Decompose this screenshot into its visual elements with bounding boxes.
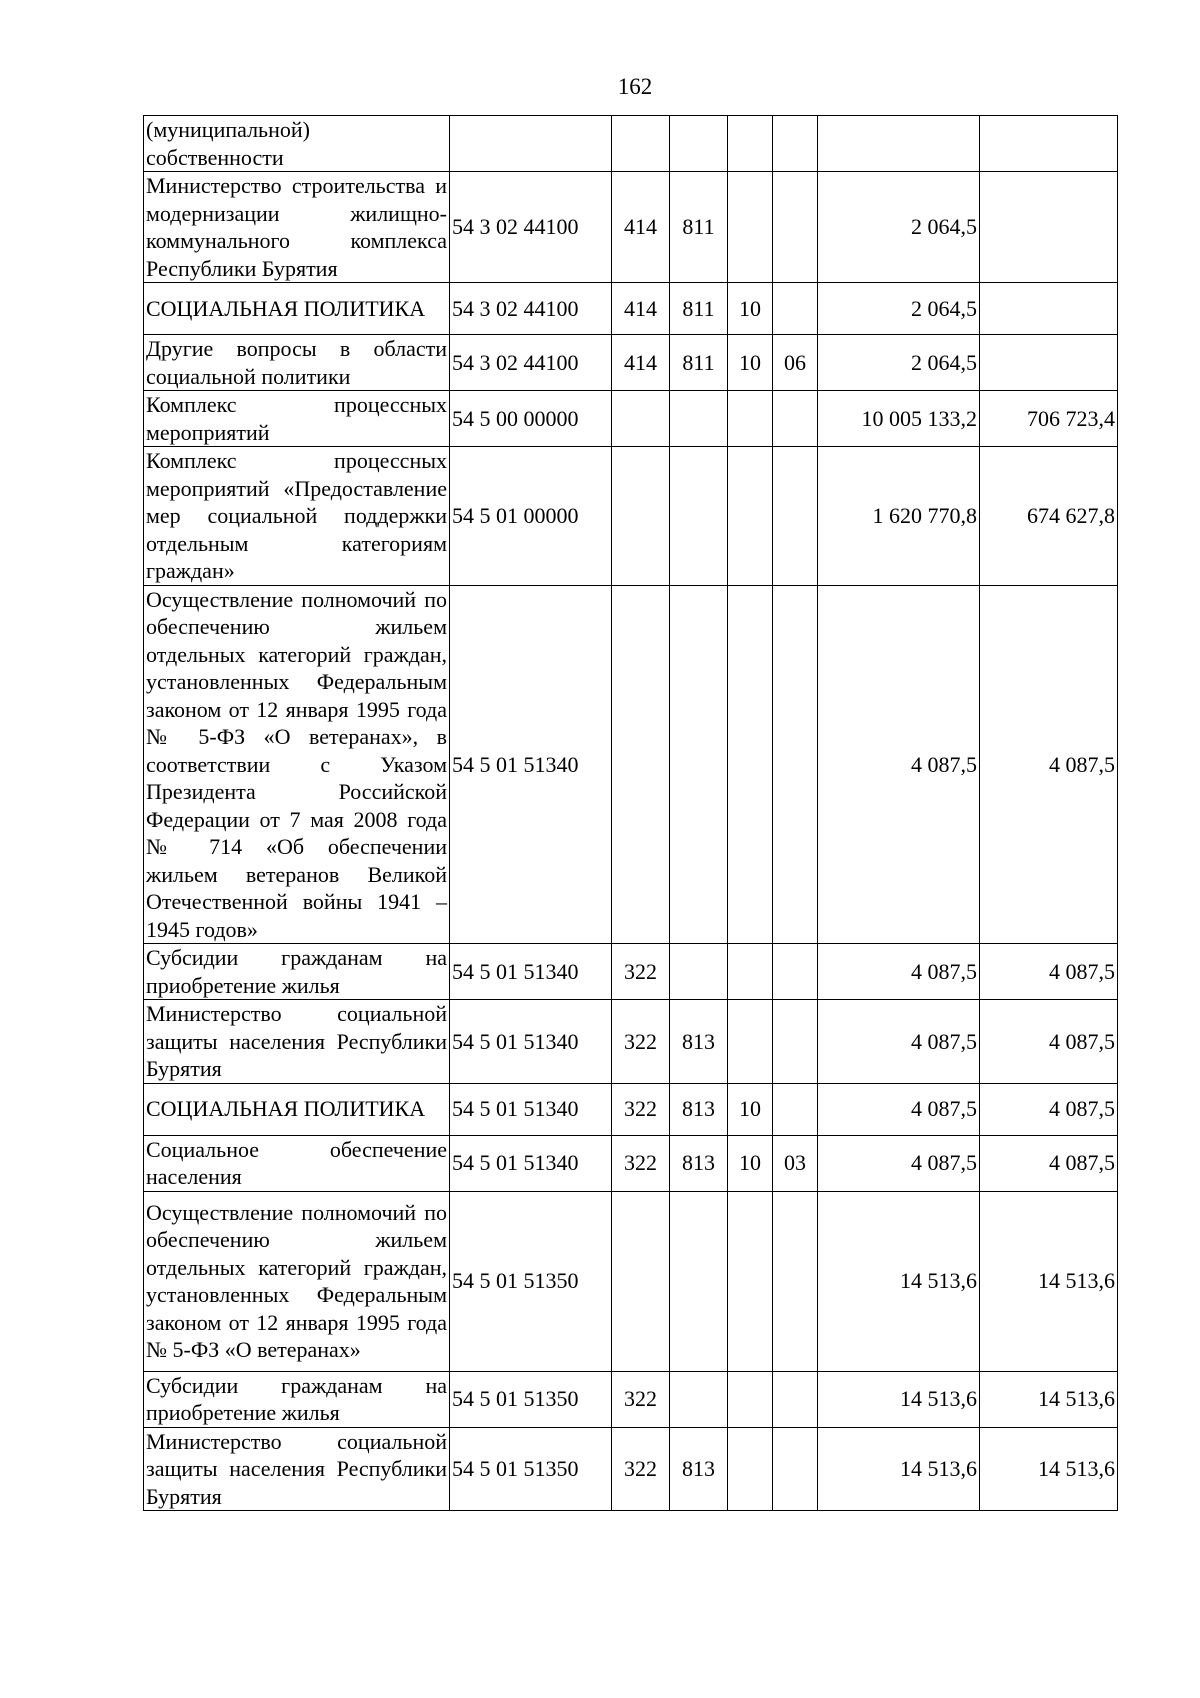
row-name-cell: СОЦИАЛЬНАЯ ПОЛИТИКА — [144, 1083, 450, 1135]
subsection-cell — [773, 116, 818, 172]
section-cell — [728, 1371, 773, 1427]
expense-type-cell — [612, 391, 670, 447]
subsection-cell — [773, 585, 818, 944]
row-name-cell: Комплекс процессных мероприятий — [144, 391, 450, 447]
total-sum-cell: 10 005 133,2 — [818, 391, 980, 447]
section-cell — [728, 944, 773, 1000]
row-name-cell: Социальное обеспечение населения — [144, 1135, 450, 1191]
table-row — [144, 172, 1118, 283]
federal-sum-cell — [980, 335, 1118, 391]
expense-type-cell — [612, 447, 670, 586]
federal-sum-cell: 4 087,5 — [980, 585, 1118, 944]
section-cell: 10 — [728, 1135, 773, 1191]
ministry-code-cell — [670, 391, 728, 447]
row-name-cell: Министерство социальной защиты населения Республики Бурятия — [144, 1000, 450, 1084]
federal-sum-cell: 4 087,5 — [980, 1000, 1118, 1084]
row-name-cell: (муниципальной) собственности — [144, 116, 450, 172]
expense-type-cell — [612, 585, 670, 944]
federal-sum-cell: 4 087,5 — [980, 944, 1118, 1000]
target-code-cell — [450, 116, 612, 172]
subsection-cell — [773, 1427, 818, 1511]
total-sum-cell: 2 064,5 — [818, 283, 980, 335]
row-name-cell: Осуществление полномочий по обеспечению жильем отдельных категорий граждан, установленных Федеральным законом от 12 января 1995 года № 5-ФЗ «О ветеранах» — [144, 1191, 450, 1371]
target-code-cell: 54 5 01 51340 — [450, 944, 612, 1000]
ministry-code-cell — [670, 944, 728, 1000]
federal-sum-cell — [980, 172, 1118, 283]
total-sum-cell: 2 064,5 — [818, 172, 980, 283]
row-name-cell: Другие вопросы в области социальной политики — [144, 335, 450, 391]
federal-sum-cell — [980, 116, 1118, 172]
table-row — [144, 1000, 1118, 1084]
table-row — [144, 1427, 1118, 1511]
federal-sum-cell: 14 513,6 — [980, 1191, 1118, 1371]
subsection-cell: 03 — [773, 1135, 818, 1191]
total-sum-cell: 14 513,6 — [818, 1371, 980, 1427]
subsection-cell — [773, 172, 818, 283]
subsection-cell — [773, 447, 818, 586]
expense-type-cell — [612, 1191, 670, 1371]
total-sum-cell: 4 087,5 — [818, 1000, 980, 1084]
page-number: 162 — [617, 74, 653, 99]
table-row — [144, 1083, 1118, 1135]
federal-sum-cell: 4 087,5 — [980, 1135, 1118, 1191]
ministry-code-cell — [670, 1191, 728, 1371]
row-name-cell: Субсидии гражданам на приобретение жилья — [144, 1371, 450, 1427]
total-sum-cell: 14 513,6 — [818, 1427, 980, 1511]
ministry-code-cell — [670, 447, 728, 586]
ministry-code-cell: 811 — [670, 172, 728, 283]
section-cell — [728, 585, 773, 944]
table-row — [144, 391, 1118, 447]
ministry-code-cell: 813 — [670, 1000, 728, 1084]
target-code-cell: 54 5 01 51340 — [450, 1135, 612, 1191]
target-code-cell: 54 3 02 44100 — [450, 283, 612, 335]
section-cell — [728, 391, 773, 447]
section-cell — [728, 116, 773, 172]
total-sum-cell: 14 513,6 — [818, 1191, 980, 1371]
table-row — [144, 116, 1118, 172]
target-code-cell: 54 5 01 00000 — [450, 447, 612, 586]
expense-type-cell: 322 — [612, 1371, 670, 1427]
target-code-cell: 54 3 02 44100 — [450, 335, 612, 391]
target-code-cell: 54 5 01 51350 — [450, 1191, 612, 1371]
ministry-code-cell: 811 — [670, 283, 728, 335]
table-row — [144, 944, 1118, 1000]
expense-type-cell: 322 — [612, 1083, 670, 1135]
ministry-code-cell: 811 — [670, 335, 728, 391]
row-name-cell: Осуществление полномочий по обеспечению жильем отдельных категорий граждан, установленных Федеральным законом от 12 января 1995 года № 5-ФЗ «О ветеранах», в соответствии с Указом Президента Российской Федерации от 7 мая 2008 года № 714 «Об обеспечении жильем ветеранов Великой Отечественной войны 1941 – 1945 годов» — [144, 585, 450, 944]
expense-type-cell: 322 — [612, 1427, 670, 1511]
target-code-cell: 54 5 01 51340 — [450, 1000, 612, 1084]
total-sum-cell: 1 620 770,8 — [818, 447, 980, 586]
federal-sum-cell: 14 513,6 — [980, 1371, 1118, 1427]
row-name-cell: Комплекс процессных мероприятий «Предоставление мер социальной поддержки отдельным категориям граждан» — [144, 447, 450, 586]
section-cell — [728, 1000, 773, 1084]
table-row — [144, 585, 1118, 944]
expense-type-cell: 414 — [612, 283, 670, 335]
total-sum-cell: 2 064,5 — [818, 335, 980, 391]
table-row — [144, 447, 1118, 586]
target-code-cell: 54 5 01 51340 — [450, 1083, 612, 1135]
total-sum-cell: 4 087,5 — [818, 944, 980, 1000]
federal-sum-cell: 4 087,5 — [980, 1083, 1118, 1135]
total-sum-cell: 4 087,5 — [818, 585, 980, 944]
ministry-code-cell: 813 — [670, 1427, 728, 1511]
target-code-cell: 54 5 01 51350 — [450, 1371, 612, 1427]
table-row — [144, 1371, 1118, 1427]
section-cell — [728, 172, 773, 283]
ministry-code-cell: 813 — [670, 1083, 728, 1135]
ministry-code-cell — [670, 1371, 728, 1427]
ministry-code-cell: 813 — [670, 1135, 728, 1191]
section-cell: 10 — [728, 1083, 773, 1135]
table-row — [144, 335, 1118, 391]
subsection-cell — [773, 1000, 818, 1084]
total-sum-cell — [818, 116, 980, 172]
budget-table-body — [144, 116, 1118, 1511]
total-sum-cell: 4 087,5 — [818, 1135, 980, 1191]
target-code-cell: 54 5 00 00000 — [450, 391, 612, 447]
target-code-cell: 54 5 01 51340 — [450, 585, 612, 944]
section-cell — [728, 447, 773, 586]
table-row — [144, 1191, 1118, 1371]
federal-sum-cell: 674 627,8 — [980, 447, 1118, 586]
expense-type-cell — [612, 116, 670, 172]
federal-sum-cell: 706 723,4 — [980, 391, 1118, 447]
row-name-cell: Субсидии гражданам на приобретение жилья — [144, 944, 450, 1000]
ministry-code-cell — [670, 585, 728, 944]
subsection-cell — [773, 391, 818, 447]
expense-type-cell: 414 — [612, 172, 670, 283]
row-name-cell: СОЦИАЛЬНАЯ ПОЛИТИКА — [144, 283, 450, 335]
section-cell: 10 — [728, 335, 773, 391]
target-code-cell: 54 5 01 51350 — [450, 1427, 612, 1511]
total-sum-cell: 4 087,5 — [818, 1083, 980, 1135]
federal-sum-cell: 14 513,6 — [980, 1427, 1118, 1511]
subsection-cell — [773, 1191, 818, 1371]
row-name-cell: Министерство социальной защиты населения Республики Бурятия — [144, 1427, 450, 1511]
table-row — [144, 1135, 1118, 1191]
section-cell: 10 — [728, 283, 773, 335]
subsection-cell: 06 — [773, 335, 818, 391]
expense-type-cell: 322 — [612, 1135, 670, 1191]
subsection-cell — [773, 1083, 818, 1135]
subsection-cell — [773, 283, 818, 335]
ministry-code-cell — [670, 116, 728, 172]
section-cell — [728, 1191, 773, 1371]
expense-type-cell: 322 — [612, 944, 670, 1000]
budget-table — [143, 115, 1118, 1511]
expense-type-cell: 322 — [612, 1000, 670, 1084]
federal-sum-cell — [980, 283, 1118, 335]
target-code-cell: 54 3 02 44100 — [450, 172, 612, 283]
expense-type-cell: 414 — [612, 335, 670, 391]
section-cell — [728, 1427, 773, 1511]
table-row — [144, 283, 1118, 335]
subsection-cell — [773, 944, 818, 1000]
row-name-cell: Министерство строительства и модернизации жилищно-коммунального комплекса Республики Бурятия — [144, 172, 450, 283]
subsection-cell — [773, 1371, 818, 1427]
